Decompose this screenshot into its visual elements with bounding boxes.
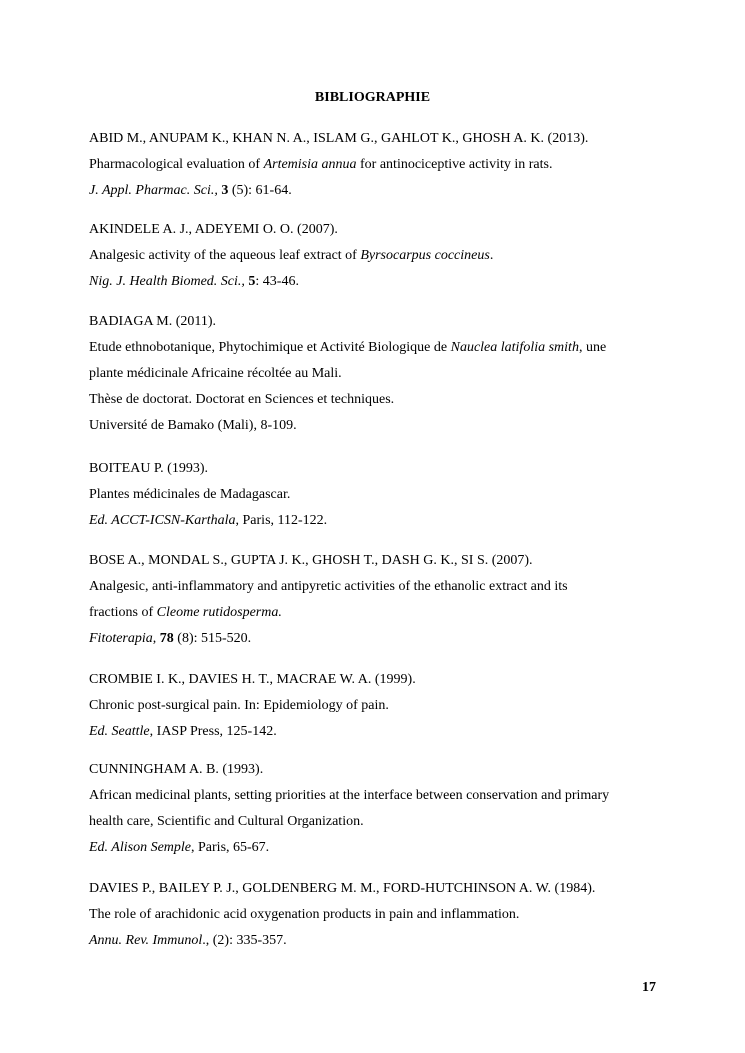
bold-text: 78 (159, 631, 174, 646)
reference-line (89, 182, 292, 200)
reference-line (89, 247, 493, 265)
reference-line (89, 365, 342, 383)
text-run: (5): 61-64. (228, 183, 292, 198)
italic-text: Fitoterapia (89, 631, 153, 646)
italic-text: Byrsocarpus coccineus (360, 248, 490, 263)
reference-line (89, 130, 588, 148)
bold-text: 5 (248, 274, 256, 289)
reference-line (89, 906, 519, 924)
reference-line (89, 339, 606, 357)
text-run: . (489, 248, 494, 263)
text-run: for antinociceptive activity in rats. (356, 157, 553, 172)
text-run: plante médicinale Africaine récoltée au Mali. (89, 366, 342, 381)
reference-line (89, 839, 269, 857)
text-run: health care, Scientific and Cultural Organization. (89, 814, 364, 829)
reference-line (89, 932, 287, 950)
reference-line (89, 697, 389, 715)
text-run: BADIAGA M. (2011). (89, 314, 217, 329)
text-run: , Paris, 112-122. (235, 513, 328, 528)
text-run: BOITEAU P. (1993). (89, 461, 208, 476)
reference-line (89, 723, 277, 741)
text-run: AKINDELE A. J., ADEYEMI O. O. (2007). (89, 222, 338, 237)
text-run: ABID M., ANUPAM K., KHAN N. A., ISLAM G., GAHLOT K., GHOSH A. K. (2013). (89, 131, 589, 146)
italic-text: J. Appl. Pharmac. Sci., (89, 183, 218, 198)
text-run: Plantes médicinales de Madagascar. (89, 487, 291, 502)
reference-line (89, 630, 251, 648)
text-run: The role of arachidonic acid oxygenation products in pain and inflammation. (89, 907, 520, 922)
reference-line (89, 604, 282, 622)
text-run: (8): 515-520. (173, 631, 252, 646)
text-run: ., (2): 335-357. (202, 933, 287, 948)
reference-line (89, 313, 216, 331)
reference-line (89, 391, 394, 409)
text-run: Pharmacological evaluation of (89, 157, 264, 172)
text-run: BOSE A., MONDAL S., GUPTA J. K., GHOSH T., DASH G. K., SI S. (2007). (89, 553, 533, 568)
italic-text: Ed. ACCT-ICSN-Karthala (89, 513, 236, 528)
reference-line (89, 156, 552, 174)
text-run: fractions of (89, 605, 157, 620)
text-run: Thèse de doctorat. Doctorat en Sciences et techniques. (89, 392, 395, 407)
page-title: BIBLIOGRAPHIE (314, 90, 431, 105)
reference-line (89, 787, 609, 805)
reference-line (89, 671, 416, 689)
text-run: , (152, 631, 160, 646)
text-run: CUNNINGHAM A. B. (1993). (89, 762, 264, 777)
italic-text: Ed. Alison Semple (89, 840, 192, 855)
italic-text: Artemisia annua (263, 157, 357, 172)
reference-line (89, 578, 568, 596)
text-run: Analgesic, anti-inflammatory and antipyretic activities of the ethanolic extract and its (89, 579, 568, 594)
text-run: Université de Bamako (Mali), 8-109. (89, 418, 297, 433)
italic-text: Nig. J. Health Biomed. Sci., (89, 274, 245, 289)
italic-text: Nauclea latifolia smith (450, 340, 579, 355)
italic-text: Cleome rutidosperma. (156, 605, 282, 620)
reference-line (89, 486, 290, 504)
italic-text: Annu. Rev. Immunol (89, 933, 203, 948)
reference-line (89, 880, 595, 898)
reference-line (89, 761, 263, 779)
text-run: , Paris, 65-67. (191, 840, 270, 855)
text-run: , une (578, 340, 607, 355)
text-run: DAVIES P., BAILEY P. J., GOLDENBERG M. M., FORD-HUTCHINSON A. W. (1984). (89, 881, 596, 896)
text-run: CROMBIE I. K., DAVIES H. T., MACRAE W. A. (1999). (89, 672, 416, 687)
reference-line (89, 460, 208, 478)
reference-line (89, 512, 327, 530)
text-run: Analgesic activity of the aqueous leaf extract of (89, 248, 361, 263)
text-run: : 43-46. (255, 274, 299, 289)
text-run: African medicinal plants, setting priorities at the interface between conservation and primary (89, 788, 610, 803)
reference-line (89, 221, 338, 239)
reference-line (89, 417, 297, 435)
text-run: Etude ethnobotanique, Phytochimique et Activité Biologique de (89, 340, 451, 355)
italic-text: Ed. Seattle (89, 724, 150, 739)
text-run: Chronic post-surgical pain. In: Epidemiology of pain. (89, 698, 389, 713)
page-number: 17 (642, 980, 656, 995)
reference-line (89, 273, 299, 291)
bold-text: 3 (221, 183, 229, 198)
text-run: , IASP Press, 125-142. (149, 724, 277, 739)
reference-line (89, 552, 533, 570)
reference-line (89, 813, 364, 831)
